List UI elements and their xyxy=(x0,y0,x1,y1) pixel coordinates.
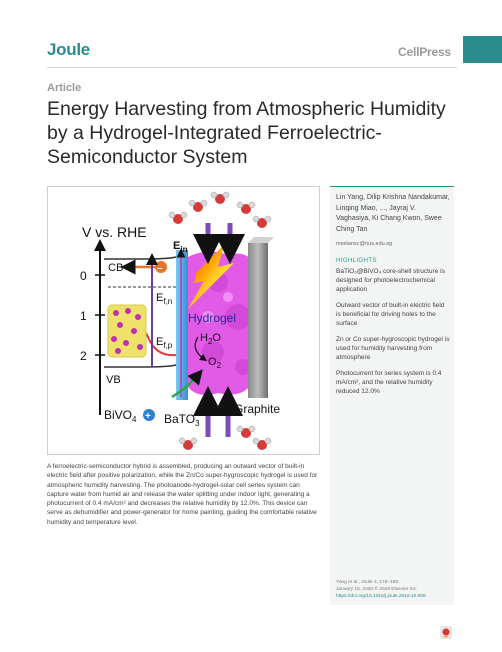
graphical-abstract xyxy=(47,186,320,455)
efp-main: E xyxy=(156,336,164,348)
article-type: Article xyxy=(47,82,82,94)
highlight-item: Zn or Co super-hygroscopic hydrogel is used for humidity harvesting from atmosphere xyxy=(336,336,450,361)
ferroelectric-layer xyxy=(176,250,188,400)
ein-label xyxy=(173,240,188,254)
batio3-label xyxy=(164,412,200,428)
efp-label xyxy=(156,336,173,350)
o2-sub: 2 xyxy=(216,361,222,370)
journal-logo: Joule xyxy=(47,40,90,59)
crossmark-icon[interactable] xyxy=(440,626,452,639)
h2o-o: O xyxy=(212,332,221,344)
axis-tick-2: 2 xyxy=(80,349,87,363)
hole-sign: + xyxy=(145,411,151,422)
highlights-heading: HIGHLIGHTS xyxy=(336,257,377,264)
authors: Lin Yang, Dilip Krishna Nandakumar, Linqing Miao, ..., Jayraj V. Vaghasiya, Ki Chang Kwon, Swee Ching Tan xyxy=(336,194,450,233)
efn-label xyxy=(156,292,172,306)
batio3-sub: 3 xyxy=(195,419,200,428)
correspondence-email[interactable]: msetansc@nus.edu.sg xyxy=(336,241,393,247)
citation xyxy=(336,579,426,601)
doi-link[interactable]: https://doi.org/10.1016/j.joule.2019.10.008 xyxy=(336,594,426,600)
ein-main: E xyxy=(173,240,181,252)
ein-sub: in xyxy=(180,245,188,254)
graphical-abstract-figure xyxy=(48,187,319,454)
bivo4-label xyxy=(104,408,137,424)
sidebar xyxy=(330,187,454,605)
h2o-h: H xyxy=(200,332,208,344)
article-title: Energy Harvesting from Atmospheric Humidity by a Hydrogel-Integrated Ferroelectric-Semiconductor System xyxy=(47,98,446,168)
graphite-label: Graphite xyxy=(234,402,281,416)
efp-sub: f,p xyxy=(163,341,173,350)
efn-sub: f,n xyxy=(163,297,173,306)
highlight-item: Photocurrent for series system is 0.4 mA/cm², and the relative humidity reduced 12.0% xyxy=(336,370,442,395)
hydrogel-label: Hydrogel xyxy=(188,311,237,325)
highlight-item: BaTiO₃@BiVO₄ core-shell structure is designed for photoelectrochemical application xyxy=(336,268,445,293)
summary-text: A ferroelectric-semiconductor hybrid is assembled, producing an outward vector of built-in electric field after positive polarization, while the Zn/Co super-hygroscopic hydrogel is used for atmospheric humidity harvesting. The photoanode-hydrogel-solar cell series system can capture water from humid air and release the water splitting under indoor light, generating a photocurrent of 0.4 mA/cm² and decreases the relative humidity by 12.0%. This device can serve as dehumidifier and power-generator for home painting, guiding the comfortable relative humidity and temperature level. xyxy=(47,463,318,526)
batio3-main: BaTO xyxy=(164,412,196,426)
h2o-sub: 2 xyxy=(207,337,213,346)
axis-tick-0: 0 xyxy=(80,269,87,283)
citation-line: January 15, 2020 © 2019 Elsevier Inc. xyxy=(336,587,418,593)
header-divider xyxy=(47,67,457,68)
highlight-item: Outward vector of built-in electric field is beneficial for driving holes to the surface xyxy=(336,302,445,327)
citation-line: Yang et al., Joule 4, 176–188 xyxy=(336,580,399,585)
efn-main: E xyxy=(156,292,164,304)
bivo4-sub: 4 xyxy=(132,415,137,424)
publisher-logo: CellPress xyxy=(398,45,451,59)
axis-tick-1: 1 xyxy=(80,309,87,323)
electron-sign: – xyxy=(157,263,163,274)
axis-title: V vs. RHE xyxy=(82,224,147,240)
graphite-electrode xyxy=(248,243,268,398)
bivo4-main: BiVO xyxy=(104,408,133,422)
brand-color-block xyxy=(463,36,502,63)
vb-label: VB xyxy=(106,374,121,386)
o2-o: O xyxy=(208,356,217,368)
cb-label: CB xyxy=(108,262,124,274)
